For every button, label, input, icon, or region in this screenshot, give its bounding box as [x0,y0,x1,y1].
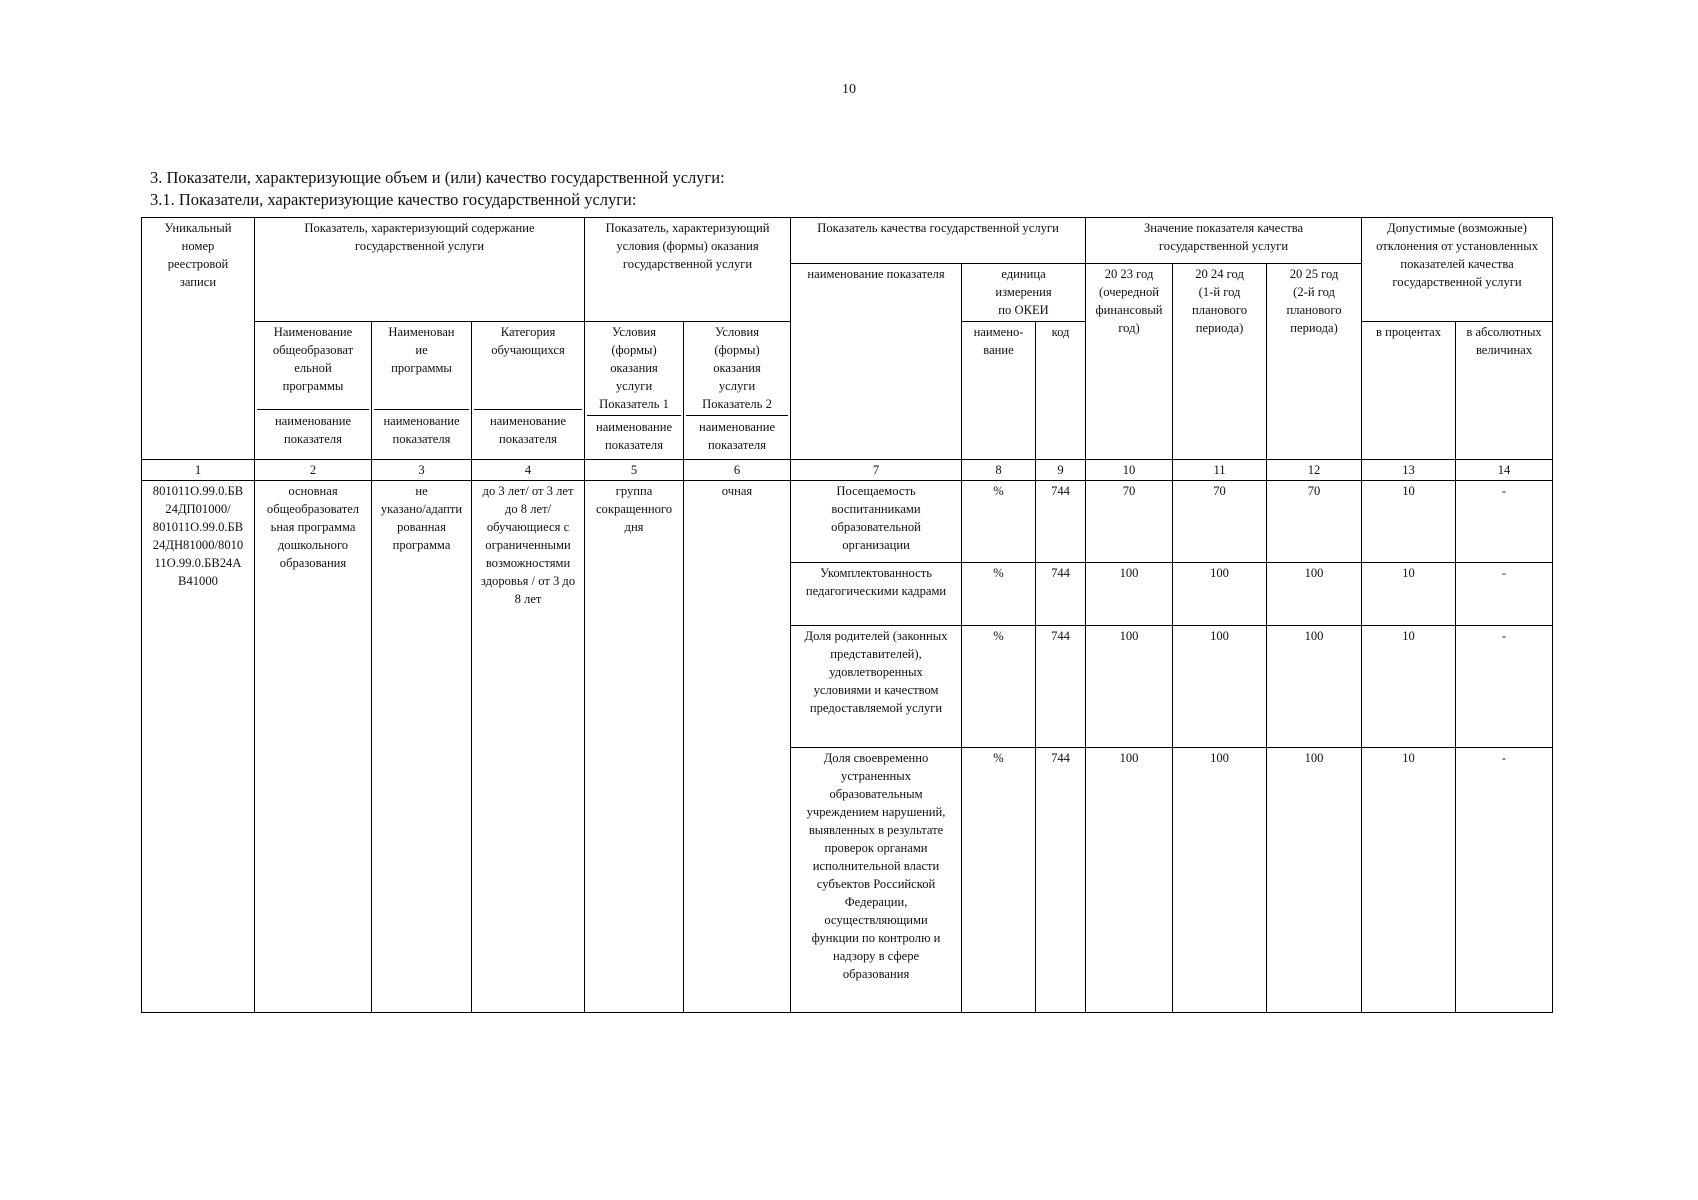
indicator-unit: % [962,481,1036,563]
header-quality-group: Показатель качества государственной услуги [791,218,1086,264]
sub-label: наименование показателя [474,409,582,448]
header-unique-number: Уникальный номер реестровой записи [142,218,255,460]
header-program-type [255,322,372,460]
deviation-percent: 10 [1362,563,1456,626]
header-program-name-label: Наименован ие программы [388,325,455,375]
column-number: 7 [791,460,962,481]
indicator-value-2024: 100 [1173,626,1267,748]
column-number: 8 [962,460,1036,481]
header-unit-name: наимено- вание [962,322,1036,460]
indicator-name: Посещаемость воспитанниками образовательной организации [791,481,962,563]
header-category [472,322,585,460]
indicator-name: Укомплектованность педагогическими кадрами [791,563,962,626]
indicator-value-2025: 100 [1267,563,1362,626]
sub-label: наименование показателя [257,409,369,448]
header-year-2025: 20 25 год (2-й год планового периода) [1267,264,1362,460]
section-heading: 3. Показатели, характеризующие объем и (или) качество государственной услуги: [150,168,725,187]
indicator-value-2024: 100 [1173,748,1267,1013]
header-unit-code: код [1036,322,1086,460]
indicator-value-2023: 100 [1086,563,1173,626]
sub-label: наименование показателя [587,415,681,454]
column-number: 6 [684,460,791,481]
header-condition-2-label: Условия (формы) оказания услуги Показатель 2 [702,325,772,411]
header-category-label: Категория обучающихся [491,325,565,357]
header-program-type-label: Наименование общеобразоват ельной программы [272,325,354,393]
header-condition-1 [585,322,684,460]
column-number: 10 [1086,460,1173,481]
indicator-value-2024: 70 [1173,481,1267,563]
header-unit-okei: единица измерения по ОКЕИ [962,264,1086,322]
column-number: 13 [1362,460,1456,481]
column-number: 4 [472,460,585,481]
indicator-code: 744 [1036,748,1086,1013]
indicator-name: Доля родителей (законных представителей), удовлетворенных условиями и качеством предоставляемой услуги [791,626,962,748]
header-content-group: Показатель, характеризующий содержание государственной услуги [255,218,585,322]
column-number: 5 [585,460,684,481]
header-condition-1-label: Условия (формы) оказания услуги Показатель 1 [599,325,669,411]
indicator-unit: % [962,563,1036,626]
header-program-name [372,322,472,460]
indicator-value-2024: 100 [1173,563,1267,626]
indicator-value-2025: 70 [1267,481,1362,563]
indicator-value-2023: 70 [1086,481,1173,563]
column-number: 3 [372,460,472,481]
column-number: 1 [142,460,255,481]
header-absolute: в абсолютных величинах [1456,322,1553,460]
header-condition-2 [684,322,791,460]
deviation-absolute: - [1456,563,1553,626]
indicator-value-2025: 100 [1267,748,1362,1013]
deviation-absolute: - [1456,481,1553,563]
indicator-name: Доля своевременно устраненных образовательным учреждением нарушений, выявленных в результате проверок органами исполнительной власти субъектов Российской Федерации, осуществляющими функции по контролю и надзору в сфере образования [791,748,962,1013]
indicator-value-2023: 100 [1086,748,1173,1013]
deviation-absolute: - [1456,626,1553,748]
indicator-unit: % [962,626,1036,748]
indicator-unit: % [962,748,1036,1013]
condition-1-value: группа сокращенного дня [585,481,684,1013]
sub-label: наименование показателя [374,409,469,448]
header-year-2023: 20 23 год (очередной финансовый год) [1086,264,1173,460]
subsection-heading: 3.1. Показатели, характеризующие качество государственной услуги: [150,190,637,209]
indicator-value-2023: 100 [1086,626,1173,748]
program-type-value: основная общеобразовател ьная программа дошкольного образования [255,481,372,1013]
table-row [142,481,1553,563]
indicator-code: 744 [1036,563,1086,626]
column-number: 9 [1036,460,1086,481]
indicator-code: 744 [1036,626,1086,748]
page-number: 10 [842,82,856,97]
indicator-value-2025: 100 [1267,626,1362,748]
indicator-code: 744 [1036,481,1086,563]
sub-label: наименование показателя [686,415,788,454]
header-deviation-group: Допустимые (возможные) отклонения от установленных показателей качества государственной услуги [1362,218,1553,322]
header-percent: в процентах [1362,322,1456,460]
deviation-absolute: - [1456,748,1553,1013]
column-number: 11 [1173,460,1267,481]
deviation-percent: 10 [1362,626,1456,748]
deviation-percent: 10 [1362,748,1456,1013]
column-number: 2 [255,460,372,481]
category-value: до 3 лет/ от 3 лет до 8 лет/ обучающиеся с ограниченными возможностями здоровья / от 3 до 8 лет [472,481,585,1013]
condition-2-value: очная [684,481,791,1013]
registry-number: 801011О.99.0.БВ 24ДП01000/ 801011О.99.0.БВ 24ДН81000/8010 11О.99.0.БВ24А В41000 [142,481,255,1013]
header-indicator-name: наименование показателя [791,264,962,460]
column-number: 14 [1456,460,1553,481]
header-conditions-group: Показатель, характеризующий условия (формы) оказания государственной услуги [585,218,791,322]
column-number: 12 [1267,460,1362,481]
quality-indicators-table [141,217,1553,1013]
header-year-2024: 20 24 год (1-й год планового периода) [1173,264,1267,460]
header-value-group: Значение показателя качества государственной услуги [1086,218,1362,264]
deviation-percent: 10 [1362,481,1456,563]
program-name-value: не указано/адапти рованная программа [372,481,472,1013]
column-numbers-row [142,460,1553,481]
